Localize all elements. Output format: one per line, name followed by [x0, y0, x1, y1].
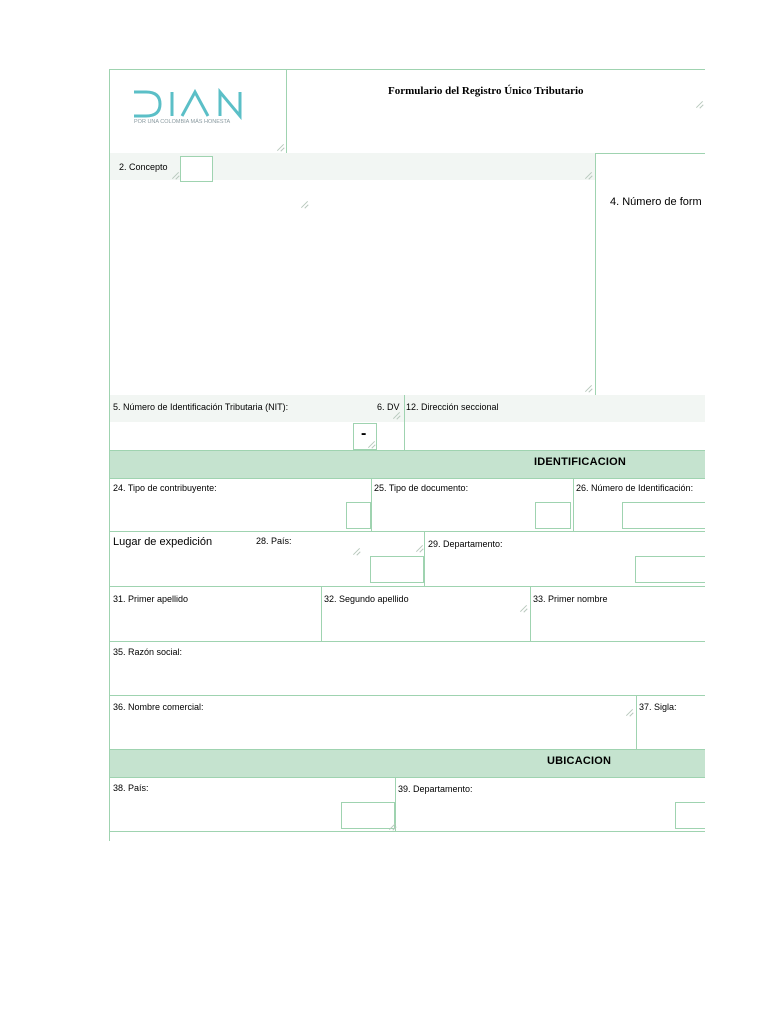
resize-grip-icon — [389, 823, 396, 830]
form-title: Formulario del Registro Único Tributario — [388, 85, 584, 97]
concepto-block — [109, 153, 596, 396]
lugar-expedicion-cell — [109, 531, 425, 587]
departamento-input[interactable] — [635, 556, 705, 583]
resize-grip-icon — [585, 172, 592, 179]
primer-nombre-cell[interactable] — [530, 586, 705, 642]
concepto-label: 2. Concepto — [119, 162, 168, 172]
departamento-label: 29. Departamento: — [428, 539, 503, 549]
departamento-cell — [424, 531, 705, 587]
resize-grip-icon — [277, 144, 284, 151]
tipo-documento-label: 25. Tipo de documento: — [374, 483, 469, 493]
concepto-field[interactable] — [180, 156, 213, 182]
resize-grip-icon — [585, 385, 592, 392]
section-identificacion-title: IDENTIFICACION — [534, 456, 627, 468]
nombre-comercial-label: 36. Nombre comercial: — [113, 702, 204, 712]
dian-logo — [132, 88, 267, 129]
tipo-contribuyente-input[interactable] — [346, 502, 371, 529]
numero-identificacion-cell — [573, 478, 705, 532]
tipo-documento-cell — [371, 478, 574, 532]
ubicacion-pais-label: 38. País: — [113, 783, 149, 793]
numero-identificacion-input[interactable] — [622, 502, 705, 529]
ubicacion-departamento-input[interactable] — [675, 802, 705, 829]
ubicacion-pais-input[interactable] — [341, 802, 395, 829]
section-ubicacion — [109, 749, 705, 778]
sigla-cell[interactable] — [636, 695, 705, 750]
primer-apellido-cell[interactable] — [109, 586, 322, 642]
logo-cell — [109, 69, 287, 154]
logo-tagline: POR UNA COLOMBIA MÁS HONESTA — [134, 119, 231, 124]
pais-label: 28. País: — [256, 536, 292, 546]
title-cell — [286, 69, 705, 154]
resize-grip-icon — [696, 101, 703, 108]
primer-nombre-label: 33. Primer nombre — [533, 594, 608, 604]
resize-grip-icon — [301, 201, 308, 208]
razon-social-cell[interactable] — [109, 641, 705, 696]
tipo-documento-input[interactable] — [535, 502, 571, 529]
dian-logo-mark — [132, 88, 267, 124]
resize-grip-icon — [393, 412, 400, 419]
resize-grip-icon — [416, 545, 423, 552]
rut-form — [109, 69, 705, 841]
dash-separator: - — [361, 425, 367, 442]
numero-identificacion-label: 26. Número de Identificación: — [576, 483, 694, 493]
lugar-expedicion-label: Lugar de expedición — [113, 536, 213, 548]
seccional-label: 12. Dirección seccional — [406, 402, 499, 412]
nit-input[interactable] — [110, 423, 353, 449]
ubicacion-pais-cell — [109, 777, 396, 832]
segundo-apellido-cell[interactable] — [321, 586, 531, 642]
ubicacion-departamento-label: 39. Departamento: — [398, 784, 473, 794]
sigla-label: 37. Sigla: — [639, 702, 677, 712]
resize-grip-icon — [626, 709, 633, 716]
dv-label: 6. DV — [377, 402, 400, 412]
resize-grip-icon — [368, 441, 375, 448]
nit-cell — [109, 395, 405, 451]
section-ubicacion-title: UBICACION — [547, 755, 612, 767]
seccional-cell — [404, 395, 705, 451]
primer-apellido-label: 31. Primer apellido — [113, 594, 189, 604]
form-continuation-border — [109, 831, 110, 841]
resize-grip-icon — [172, 172, 179, 179]
numero-formulario-label: 4. Número de form — [610, 196, 702, 208]
nombre-comercial-cell[interactable] — [109, 695, 637, 750]
tipo-contribuyente-label: 24. Tipo de contribuyente: — [113, 483, 217, 493]
tipo-contribuyente-cell — [109, 478, 372, 532]
segundo-apellido-label: 32. Segundo apellido — [324, 594, 409, 604]
numero-formulario-cell — [596, 153, 705, 396]
resize-grip-icon — [353, 548, 360, 555]
pais-input[interactable] — [370, 556, 424, 583]
resize-grip-icon — [520, 605, 527, 612]
razon-social-label: 35. Razón social: — [113, 647, 183, 657]
nit-label: 5. Número de Identificación Tributaria (NIT): — [113, 402, 289, 412]
ubicacion-departamento-cell — [395, 777, 705, 832]
section-identificacion — [109, 450, 705, 479]
